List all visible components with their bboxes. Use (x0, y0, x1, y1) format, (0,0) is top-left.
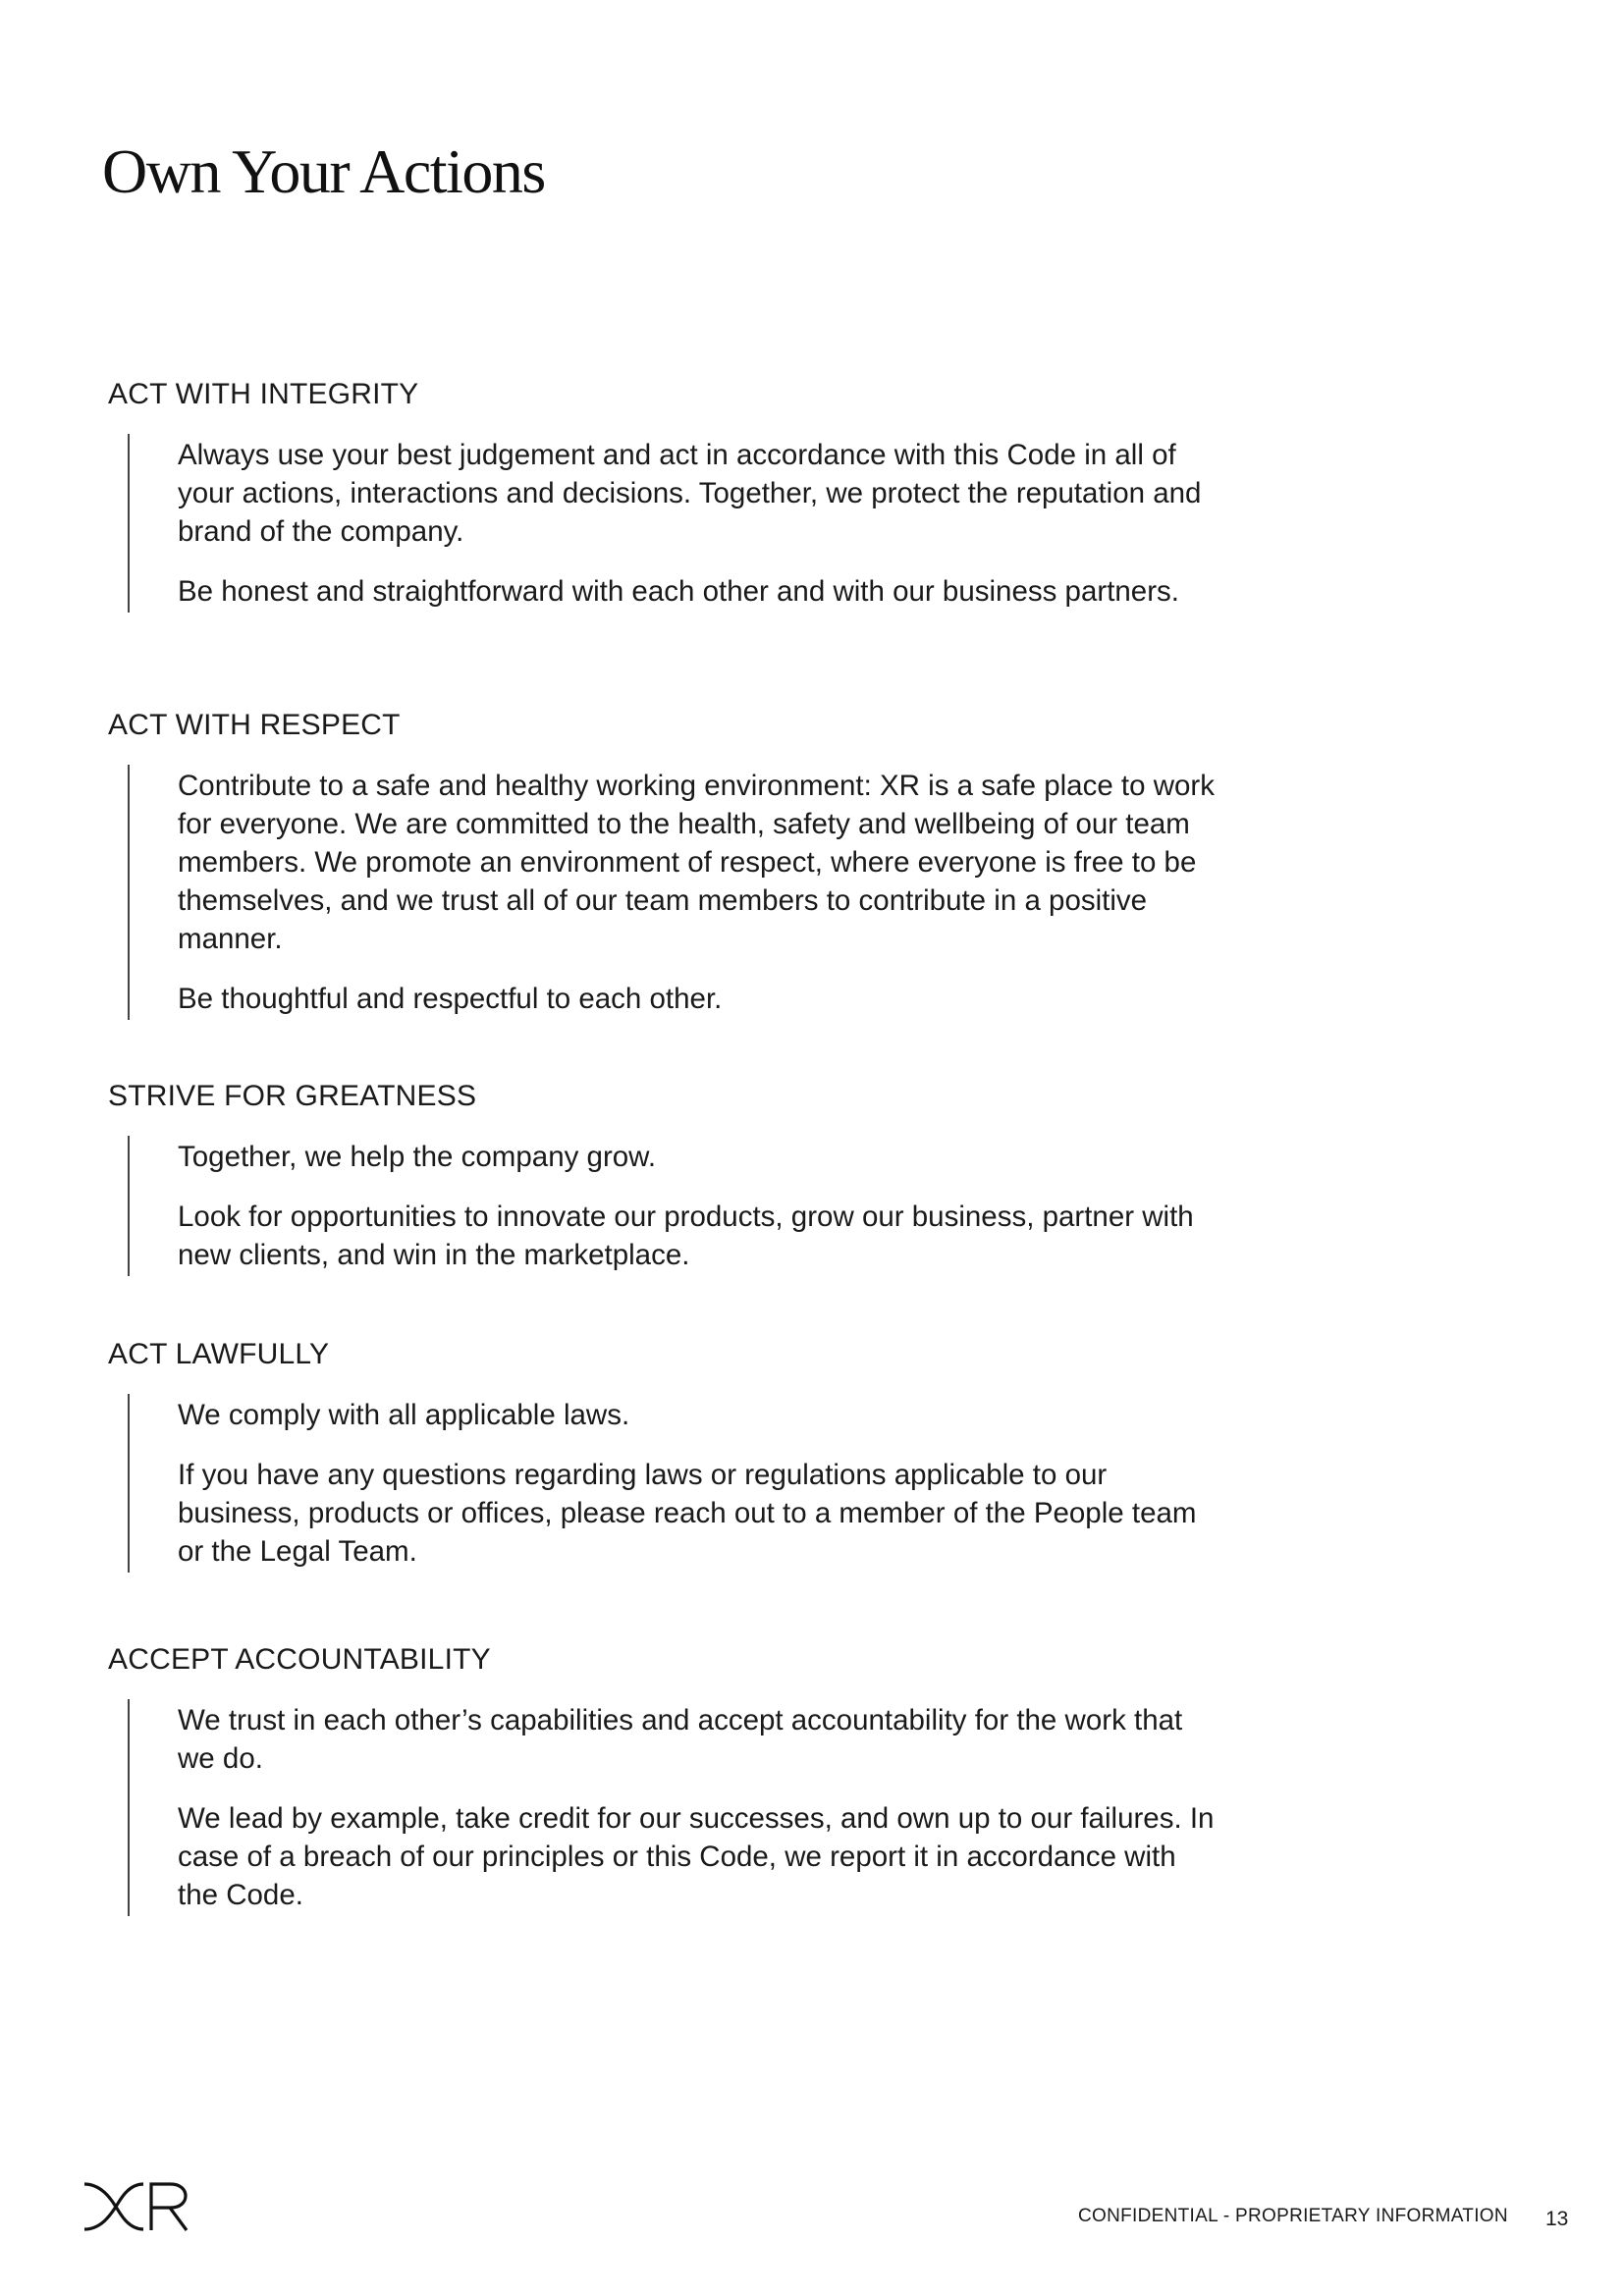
paragraph: Always use your best judgement and act in accordance with this Code in all of your actions, interactions and decisions. Together, we protect the reputation and brand of the company. (178, 439, 1202, 548)
section-act-with-respect (108, 706, 1216, 1020)
section-accept-accountability (108, 1640, 1215, 1916)
page-number: 13 (1545, 2208, 1569, 2230)
paragraph: Contribute to a safe and healthy working environment: XR is a safe place to work for everyone. We are committed to the health, safety and wellbeing of our team members. We promote an environment of respect, where everyone is free to be themselves, and we trust all of our team members to contribute in a positive manner. (178, 770, 1216, 955)
section-body (128, 434, 1208, 613)
section-body (128, 1699, 1215, 1916)
section-body (128, 1136, 1208, 1276)
section-heading: ACT WITH RESPECT (108, 709, 401, 741)
section-heading: ACCEPT ACCOUNTABILITY (108, 1643, 491, 1676)
paragraph: Together, we help the company grow. (178, 1141, 657, 1173)
section-strive-for-greatness (108, 1077, 1208, 1276)
paragraph: We lead by example, take credit for our successes, and own up to our failures. In case of a breach of our principles or this Code, we report it in accordance with the Code. (178, 1802, 1215, 1911)
paragraph: If you have any questions regarding laws or regulations applicable to our business, products or offices, please reach out to a member of the People team or the Legal Team. (178, 1459, 1197, 1568)
paragraph: Look for opportunities to innovate our products, grow our business, partner with new clients, and win in the marketplace. (178, 1201, 1194, 1271)
section-heading: ACT WITH INTEGRITY (108, 378, 419, 410)
paragraph: We trust in each other’s capabilities and accept accountability for the work that we do. (178, 1704, 1183, 1775)
paragraph: We comply with all applicable laws. (178, 1399, 630, 1431)
section-heading: ACT LAWFULLY (108, 1338, 330, 1370)
section-act-lawfully (108, 1335, 1208, 1573)
section-body (128, 1394, 1208, 1573)
paragraph: Be honest and straightforward with each other and with our business partners. (178, 575, 1179, 608)
xr-logo (82, 2181, 190, 2232)
section-body (128, 765, 1216, 1020)
confidential-notice: CONFIDENTIAL - PROPRIETARY INFORMATION (1078, 2206, 1508, 2226)
page-title: Own Your Actions (102, 136, 545, 206)
paragraph: Be thoughtful and respectful to each other. (178, 983, 723, 1015)
section-act-with-integrity (108, 375, 1208, 613)
section-heading: STRIVE FOR GREATNESS (108, 1080, 477, 1112)
